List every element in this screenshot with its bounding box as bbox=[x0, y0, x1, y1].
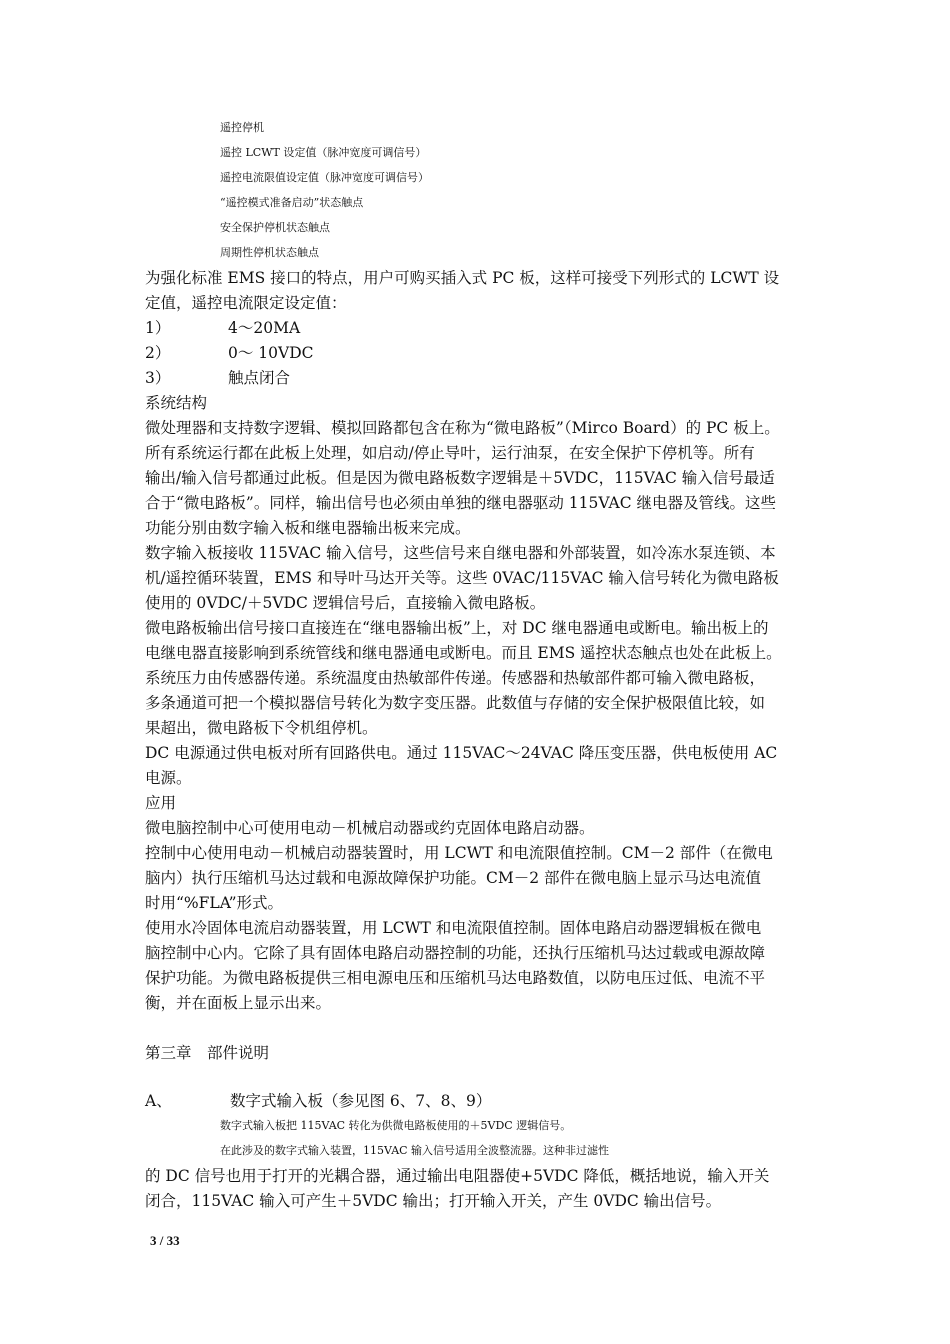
numbered-label: 2） bbox=[145, 344, 171, 362]
chapter-title: 第三章 部件说明 bbox=[145, 1044, 270, 1062]
numbered-label: 3） bbox=[145, 369, 171, 387]
numbered-value: 4～20MA bbox=[228, 319, 301, 337]
paragraph-line: 脑内）执行压缩机马达过载和电源故障保护功能。CM－2 部件在微电脑上显示马达电流值 bbox=[145, 869, 762, 887]
section-a-label: A、 bbox=[145, 1092, 172, 1110]
paragraph-line: 果超出，微电路板下令机组停机。 bbox=[145, 719, 378, 737]
paragraph-line: 控制中心使用电动－机械启动器装置时，用 LCWT 和电流限值控制。CM－2 部件（在微电 bbox=[145, 844, 773, 862]
list-item: 遥控停机 bbox=[220, 121, 264, 134]
paragraph-line: 微电脑控制中心可使用电动－机械启动器或约克固体电路启动器。 bbox=[145, 819, 595, 837]
paragraph-line: 系统压力由传感器传递。系统温度由热敏部件传递。传感器和热敏部件都可输入微电路板， bbox=[145, 669, 766, 687]
numbered-label: 1） bbox=[145, 319, 171, 337]
paragraph-line: 输出/输入信号都通过此板。但是因为微电路板数字逻辑是＋5VDC，115VAC 输入信号最适 bbox=[145, 469, 775, 487]
paragraph-line: 使用水冷固体电流启动器装置，用 LCWT 和电流限值控制。固体电路启动器逻辑板在微电 bbox=[145, 919, 762, 937]
paragraph-line: 微处理器和支持数字逻辑、模拟回路都包含在称为“微电路板”（Mirco Board）的 PC 板上。 bbox=[145, 419, 780, 437]
paragraph-line: 定值，遥控电流限定设定值： bbox=[145, 294, 347, 312]
paragraph-line: 数字输入板接收 115VAC 输入信号，这些信号来自继电器和外部装置，如冷冻水泵连锁、本 bbox=[145, 544, 776, 562]
list-item: 遥控电流限值设定值（脉冲宽度可调信号） bbox=[220, 171, 429, 184]
numbered-value: 触点闭合 bbox=[228, 369, 291, 387]
paragraph-line: 保护功能。为微电路板提供三相电源电压和压缩机马达电路数值，以防电压过低、电流不平 bbox=[145, 969, 766, 987]
list-item: 安全保护停机状态触点 bbox=[220, 221, 330, 234]
page-number: 3 / 33 bbox=[150, 1233, 180, 1248]
paragraph-line: 所有系统运行都在此板上处理，如启动/停止导叶，运行油泵，在安全保护下停机等。所有 bbox=[145, 444, 755, 462]
paragraph-line: 数字式输入板把 115VAC 转化为供微电路板使用的＋5VDC 逻辑信号。 bbox=[220, 1119, 572, 1132]
numbered-value: 0～ 10VDC bbox=[228, 344, 314, 362]
paragraph-line: 时用“%FLA”形式。 bbox=[145, 894, 284, 912]
paragraph-line: 机/遥控循环装置，EMS 和导叶马达开关等。这些 0VAC/115VAC 输入信号转化为微电路板 bbox=[145, 569, 779, 587]
paragraph-line: 在此涉及的数字式输入装置，115VAC 输入信号适用全波整流器。这种非过滤性 bbox=[220, 1144, 610, 1157]
paragraph-line: 微电路板输出信号接口直接连在“继电器输出板”上，对 DC 继电器通电或断电。输出板上的 bbox=[145, 619, 769, 637]
paragraph-line: 为强化标准 EMS 接口的特点，用户可购买插入式 PC 板，这样可接受下列形式的 LCWT 设 bbox=[145, 269, 780, 287]
list-item: 遥控 LCWT 设定值（脉冲宽度可调信号） bbox=[220, 146, 427, 159]
paragraph-line: 的 DC 信号也用于打开的光耦合器，通过输出电阻器使+5VDC 降低，概括地说，输入开关 bbox=[145, 1167, 770, 1185]
paragraph-line: 电继电器直接影响到系统管线和继电器通电或断电。而且 EMS 遥控状态触点也处在此板上。 bbox=[145, 644, 782, 662]
paragraph-line: 电源。 bbox=[145, 769, 192, 787]
paragraph-line: 功能分别由数字输入板和继电器输出板来完成。 bbox=[145, 519, 471, 537]
paragraph-line: DC 电源通过供电板对所有回路供电。通过 115VAC～24VAC 降压变压器，供电板使用 AC bbox=[145, 744, 778, 762]
paragraph-line: 闭合，115VAC 输入可产生＋5VDC 输出；打开输入开关，产生 0VDC 输出信号。 bbox=[145, 1192, 722, 1210]
section-heading: 系统结构 bbox=[145, 394, 208, 412]
paragraph-line: 多条通道可把一个模拟器信号转化为数字变压器。此数值与存储的安全保护极限值比较，如 bbox=[145, 694, 766, 712]
list-item: 周期性停机状态触点 bbox=[220, 246, 319, 259]
paragraph-line: 脑控制中心内。它除了具有固体电路启动器控制的功能，还执行压缩机马达过载或电源故障 bbox=[145, 944, 766, 962]
paragraph-line: 合于“微电路板”。同样，输出信号也必须由单独的继电器驱动 115VAC 继电器及管线。这些 bbox=[145, 494, 776, 512]
list-item: “遥控模式准备启动”状态触点 bbox=[220, 196, 364, 209]
paragraph-line: 使用的 0VDC/＋5VDC 逻辑信号后，直接输入微电路板。 bbox=[145, 594, 546, 612]
section-a-title: 数字式输入板（参见图 6、7、8、9） bbox=[230, 1092, 492, 1110]
section-heading: 应用 bbox=[145, 794, 177, 812]
paragraph-line: 衡，并在面板上显示出来。 bbox=[145, 994, 332, 1012]
